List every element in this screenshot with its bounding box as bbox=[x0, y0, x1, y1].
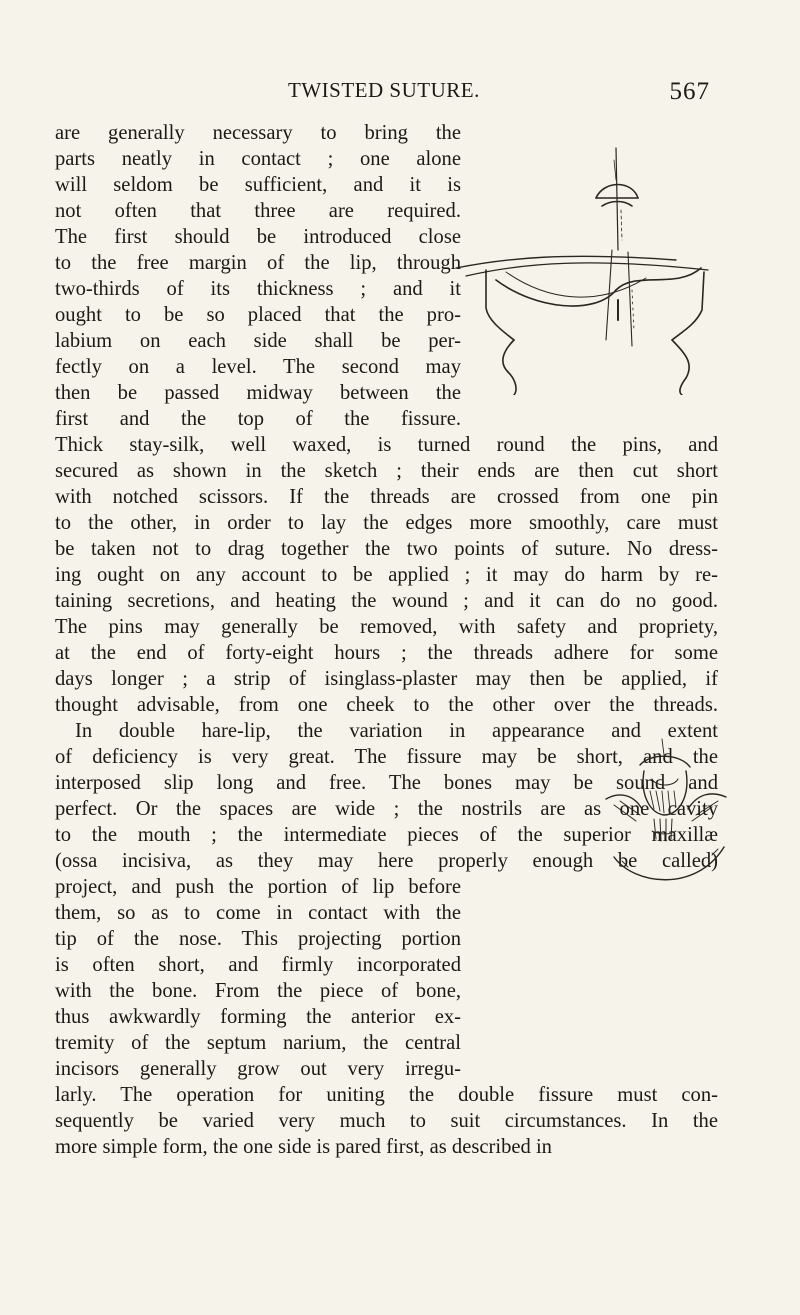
body-line: ought to be so placed that the pro- bbox=[55, 304, 461, 326]
body-line: incisors generally grow out very irregu- bbox=[55, 1058, 461, 1080]
double-harelip-figure bbox=[600, 735, 730, 900]
body-line: thus awkwardly forming the anterior ex- bbox=[55, 1006, 461, 1028]
body-line: The first should be introduced close bbox=[55, 226, 461, 248]
body-line: perfect. Or the spaces are wide ; the nostrils are as one cavity bbox=[55, 798, 718, 820]
body-line: The pins may generally be removed, with safety and propriety, bbox=[55, 616, 718, 638]
body-line: to the other, in order to lay the edges more smoothly, care must bbox=[55, 512, 718, 534]
paragraph-start-line: In double hare-lip, the variation in appearance and extent bbox=[75, 720, 718, 742]
body-line: larly. The operation for uniting the double fissure must con- bbox=[55, 1084, 718, 1106]
body-line: to the mouth ; the intermediate pieces of the superior maxillæ bbox=[55, 824, 718, 846]
body-line: ing ought on any account to be applied ; it may do harm by re- bbox=[55, 564, 718, 586]
body-line: more simple form, the one side is pared first, as described in bbox=[55, 1136, 552, 1158]
body-line: to the free margin of the lip, through bbox=[55, 252, 461, 274]
body-line: secured as shown in the sketch ; their ends are then cut short bbox=[55, 460, 718, 482]
body-line: at the end of forty-eight hours ; the threads adhere for some bbox=[55, 642, 718, 664]
body-line: them, so as to come in contact with the bbox=[55, 902, 461, 924]
body-line: project, and push the portion of lip before bbox=[55, 876, 461, 898]
body-line: labium on each side shall be per- bbox=[55, 330, 461, 352]
body-line: are generally necessary to bring the bbox=[55, 122, 461, 144]
body-line: two-thirds of its thickness ; and it bbox=[55, 278, 461, 300]
body-line: with the bone. From the piece of bone, bbox=[55, 980, 461, 1002]
running-title: TWISTED SUTURE. bbox=[288, 78, 480, 102]
twisted-suture-figure bbox=[446, 140, 716, 395]
body-line: thought advisable, from one cheek to the other over the threads. bbox=[55, 694, 718, 716]
body-line: Thick stay-silk, well waxed, is turned round the pins, and bbox=[55, 434, 718, 456]
body-line: tip of the nose. This projecting portion bbox=[55, 928, 461, 950]
body-line: tremity of the septum narium, the central bbox=[55, 1032, 461, 1054]
body-line: days longer ; a strip of isinglass-plaster may then be applied, if bbox=[55, 668, 718, 690]
body-line: taining secretions, and heating the wound ; and it can do no good. bbox=[55, 590, 718, 612]
body-line: fectly on a level. The second may bbox=[55, 356, 461, 378]
body-line: will seldom be sufficient, and it is bbox=[55, 174, 461, 196]
body-line: be taken not to drag together the two points of suture. No dress- bbox=[55, 538, 718, 560]
page-header bbox=[60, 78, 710, 110]
body-line: parts neatly in contact ; one alone bbox=[55, 148, 461, 170]
body-line: sequently be varied very much to suit circumstances. In the bbox=[55, 1110, 718, 1132]
body-line: of deficiency is very great. The fissure may be short, and the bbox=[55, 746, 718, 768]
body-line: not often that three are required. bbox=[55, 200, 461, 222]
body-line: is often short, and firmly incorporated bbox=[55, 954, 461, 976]
body-line: then be passed midway between the bbox=[55, 382, 461, 404]
body-line: interposed slip long and free. The bones may be sound and bbox=[55, 772, 718, 794]
body-line: (ossa incisiva, as they may here properly enough be called) bbox=[55, 850, 718, 872]
body-line: with notched scissors. If the threads are crossed from one pin bbox=[55, 486, 718, 508]
page-number: 567 bbox=[669, 78, 710, 105]
body-line: first and the top of the fissure. bbox=[55, 408, 461, 430]
